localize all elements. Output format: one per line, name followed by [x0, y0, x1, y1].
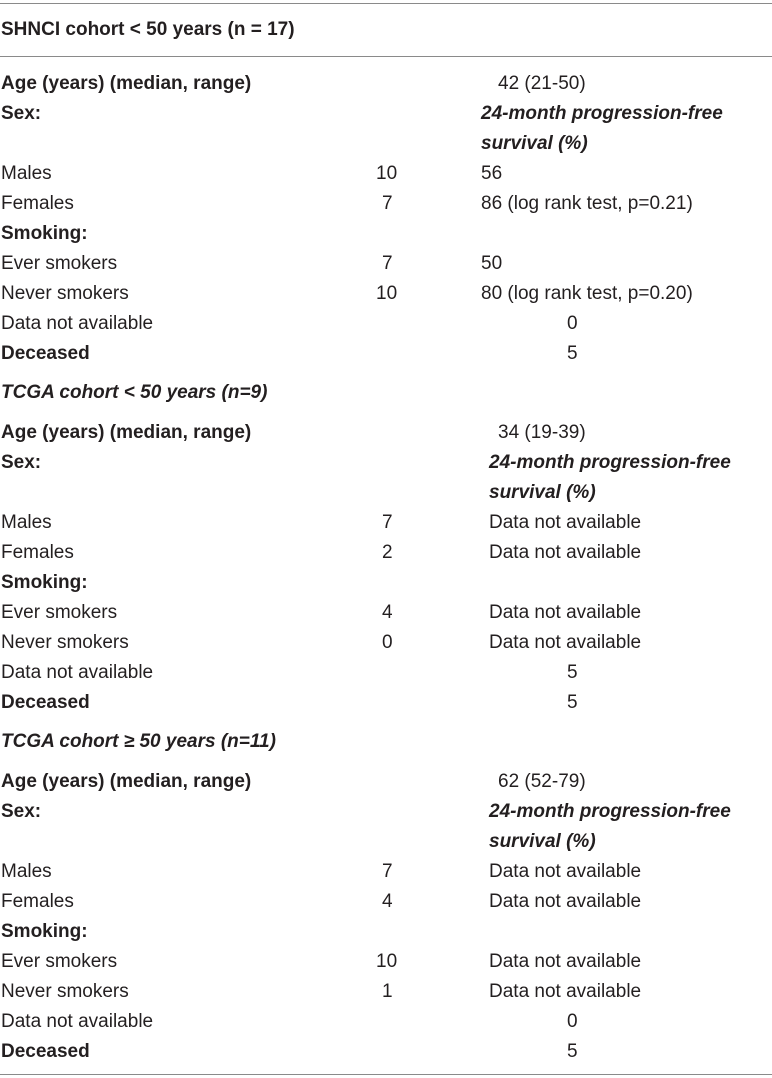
- row-label: Ever smokers: [1, 951, 118, 972]
- row-label: Ever smokers: [1, 602, 118, 623]
- row-pfs: 56: [481, 163, 503, 184]
- na-label: Data not available: [1, 313, 154, 334]
- na-value: 5: [567, 662, 578, 683]
- row-n: 10: [376, 951, 398, 972]
- row-pfs: 86 (log rank test, p=0.21): [481, 193, 693, 214]
- age-value: 34 (19-39): [498, 422, 586, 443]
- row-n: 0: [382, 632, 393, 653]
- row-label: Never smokers: [1, 283, 129, 304]
- smoking-label: Smoking:: [1, 921, 88, 942]
- row-n: 7: [382, 512, 393, 533]
- na-label: Data not available: [1, 1011, 154, 1032]
- na-value: 0: [567, 1011, 578, 1032]
- row-n: 4: [382, 891, 393, 912]
- table-bottom-rule: [0, 1074, 772, 1075]
- cohort-title: TCGA cohort < 50 years (n=9): [1, 382, 268, 403]
- row-label: Males: [1, 861, 52, 882]
- row-label: Males: [1, 163, 52, 184]
- row-label: Ever smokers: [1, 253, 118, 274]
- pfs-header-line1: 24-month progression-free: [489, 452, 731, 473]
- row-n: 7: [382, 253, 393, 274]
- row-label: Males: [1, 512, 52, 533]
- header-rule: [0, 56, 772, 57]
- row-pfs: Data not available: [489, 602, 642, 623]
- smoking-label: Smoking:: [1, 223, 88, 244]
- row-n: 7: [382, 193, 393, 214]
- na-label: Data not available: [1, 662, 154, 683]
- age-value: 42 (21-50): [498, 73, 586, 94]
- row-pfs: 80 (log rank test, p=0.20): [481, 283, 693, 304]
- row-n: 1: [382, 981, 393, 1002]
- deceased-value: 5: [567, 692, 578, 713]
- pfs-header-line2: survival (%): [481, 133, 588, 154]
- row-pfs: Data not available: [489, 951, 642, 972]
- row-n: 10: [376, 283, 398, 304]
- deceased-label: Deceased: [1, 692, 90, 713]
- na-value: 0: [567, 313, 578, 334]
- row-pfs: Data not available: [489, 632, 642, 653]
- row-pfs: Data not available: [489, 542, 642, 563]
- deceased-value: 5: [567, 1041, 578, 1062]
- sex-label: Sex:: [1, 103, 42, 124]
- row-label: Females: [1, 891, 74, 912]
- age-label: Age (years) (median, range): [1, 422, 252, 443]
- row-pfs: Data not available: [489, 981, 642, 1002]
- row-n: 2: [382, 542, 393, 563]
- pfs-header-line2: survival (%): [489, 482, 596, 503]
- row-n: 4: [382, 602, 393, 623]
- pfs-header-line1: 24-month progression-free: [481, 103, 723, 124]
- table-top-rule: [0, 3, 772, 4]
- pfs-header-line1: 24-month progression-free: [489, 801, 731, 822]
- age-label: Age (years) (median, range): [1, 771, 252, 792]
- row-label: Never smokers: [1, 632, 129, 653]
- row-label: Females: [1, 193, 74, 214]
- cohort-title: SHNCI cohort < 50 years (n = 17): [1, 19, 295, 40]
- age-value: 62 (52-79): [498, 771, 586, 792]
- row-pfs: 50: [481, 253, 503, 274]
- sex-label: Sex:: [1, 452, 42, 473]
- row-n: 7: [382, 861, 393, 882]
- age-label: Age (years) (median, range): [1, 73, 252, 94]
- deceased-label: Deceased: [1, 343, 90, 364]
- row-label: Never smokers: [1, 981, 129, 1002]
- row-pfs: Data not available: [489, 512, 642, 533]
- row-n: 10: [376, 163, 398, 184]
- row-pfs: Data not available: [489, 861, 642, 882]
- row-label: Females: [1, 542, 74, 563]
- deceased-label: Deceased: [1, 1041, 90, 1062]
- row-pfs: Data not available: [489, 891, 642, 912]
- deceased-value: 5: [567, 343, 578, 364]
- sex-label: Sex:: [1, 801, 42, 822]
- cohort-title: TCGA cohort ≥ 50 years (n=11): [1, 731, 276, 752]
- pfs-header-line2: survival (%): [489, 831, 596, 852]
- smoking-label: Smoking:: [1, 572, 88, 593]
